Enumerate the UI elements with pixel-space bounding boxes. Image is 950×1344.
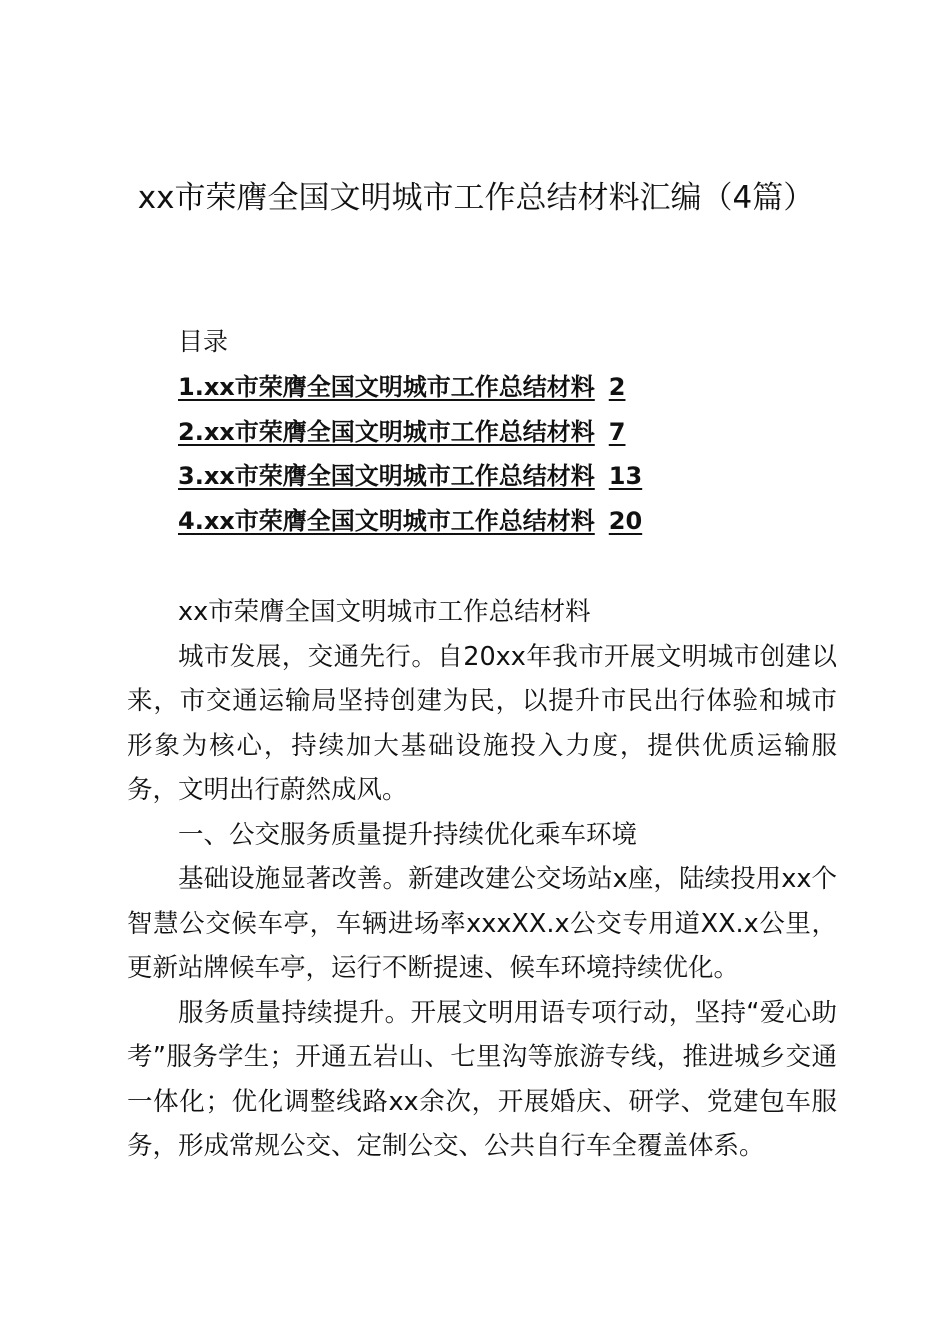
toc-link-2[interactable] — [178, 418, 625, 446]
toc-entry-1[interactable] — [178, 365, 642, 410]
paragraph-infrastructure: 基础设施显著改善。新建改建公交场站x座，陆续投用xx个智慧公交候车亭，车辆进场率xxxXX.x公交专用道XX.x公里，更新站牌候车亭，运行不断提速、候车环境持续优化。 — [127, 864, 837, 983]
toc-entry-label: 1.xx市荣膺全国文明城市工作总结材料 — [178, 373, 595, 401]
table-of-contents — [178, 365, 642, 543]
toc-entry-page: 20 — [608, 506, 643, 535]
toc-entry-page: 2 — [608, 373, 626, 401]
toc-heading: 目录 — [178, 327, 229, 356]
section-heading-1: 一、公交服务质量提升持续优化乘车环境 — [178, 819, 638, 850]
toc-entry-3[interactable] — [178, 454, 642, 499]
toc-entry-page: 7 — [608, 417, 626, 446]
paragraph-intro: 城市发展，交通先行。自20xx年我市开展文明城市创建以来，市交通运输局坚持创建为民，以提升市民出行体验和城市形象为核心，持续加大基础设施投入力度，提供优质运输服务，文明出行蔚然成风。 — [127, 641, 837, 805]
toc-entry-4[interactable] — [178, 499, 642, 544]
toc-link-4[interactable] — [178, 507, 642, 535]
paragraph-service-quality: 服务质量持续提升。开展文明用语专项行动，坚持“爱心助考”服务学生；开通五岩山、七里沟等旅游专线，推进城乡交通一体化；优化调整线路xx余次，开展婚庆、研学、党建包车服务，形成常规公交、定制公交、公共自行车全覆盖体系。 — [127, 997, 837, 1161]
toc-entry-2[interactable] — [178, 410, 642, 455]
toc-entry-label: 3.xx市荣膺全国文明城市工作总结材料 — [178, 462, 595, 490]
toc-entry-page: 13 — [608, 462, 643, 490]
article-subtitle: xx市荣膺全国文明城市工作总结材料 — [178, 597, 591, 627]
toc-link-3[interactable] — [178, 462, 642, 490]
document-title: xx市荣膺全国文明城市工作总结材料汇编（4篇） — [137, 180, 815, 216]
toc-entry-label: 4.xx市荣膺全国文明城市工作总结材料 — [178, 506, 595, 535]
toc-entry-label: 2.xx市荣膺全国文明城市工作总结材料 — [178, 417, 595, 446]
toc-link-1[interactable] — [178, 373, 625, 401]
article-body — [127, 590, 837, 1169]
